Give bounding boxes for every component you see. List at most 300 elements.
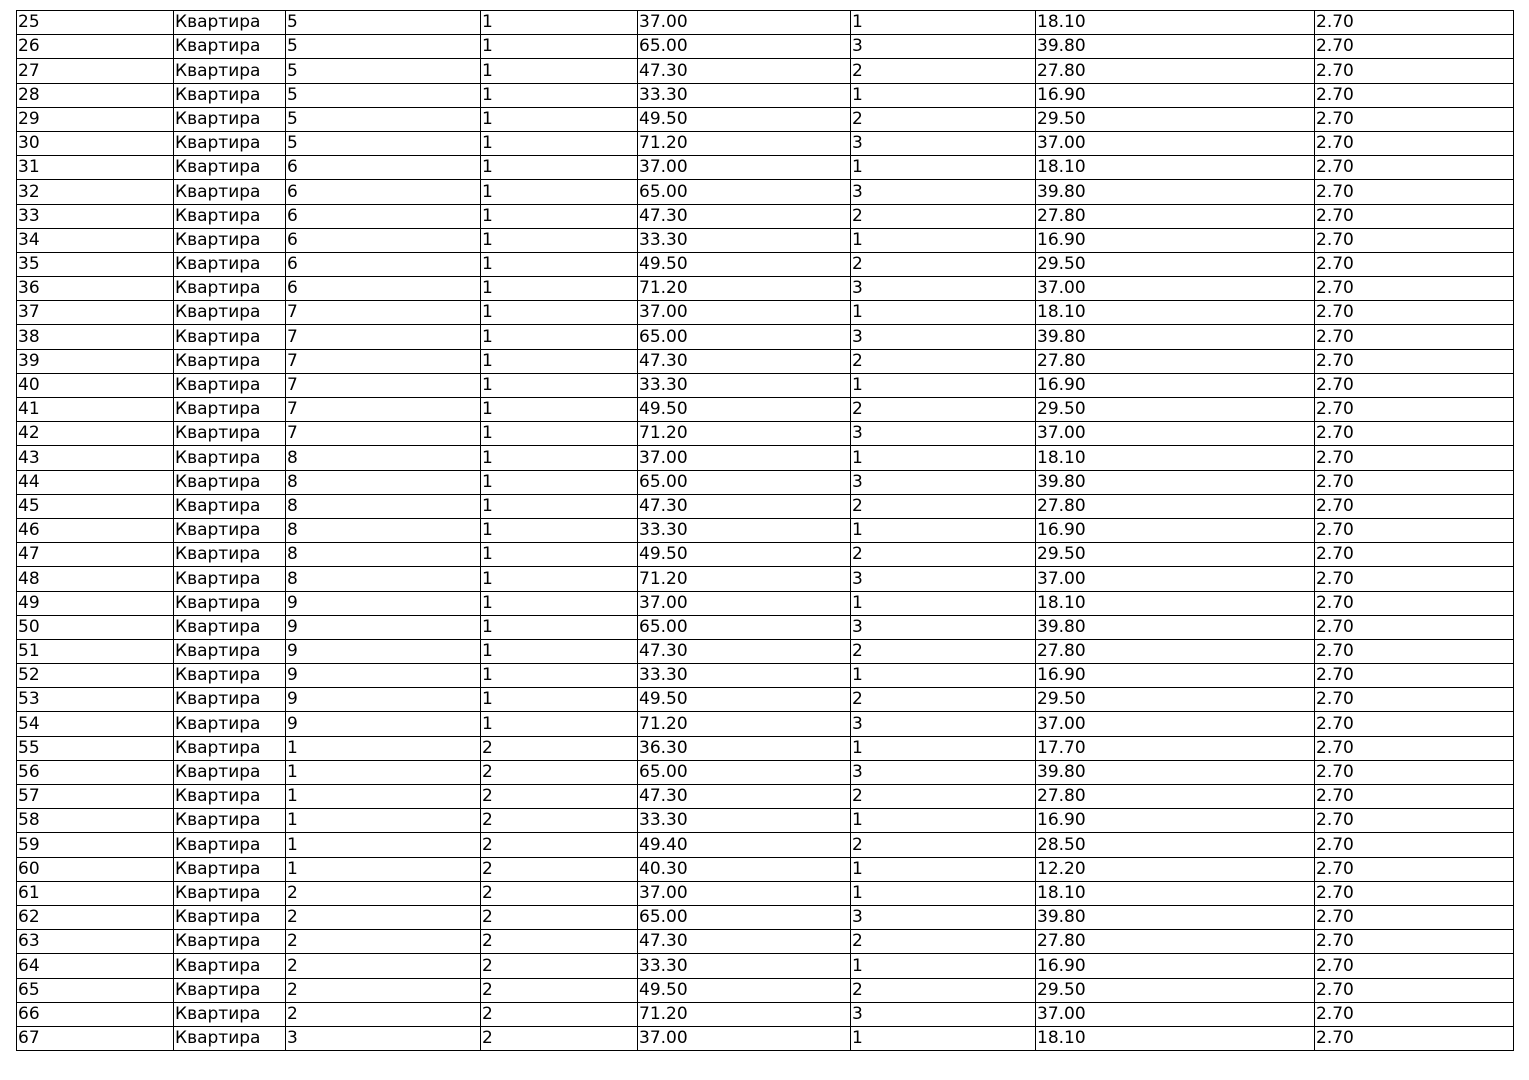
living-area-cell: 29.50 bbox=[1036, 252, 1315, 276]
area-cell: 47.30 bbox=[638, 639, 851, 663]
entrance-cell: 2 bbox=[286, 978, 481, 1002]
table-row bbox=[17, 422, 1514, 446]
height-cell: 2.70 bbox=[1315, 470, 1514, 494]
entrance-cell: 9 bbox=[286, 591, 481, 615]
height-cell: 2.70 bbox=[1315, 591, 1514, 615]
table-row bbox=[17, 978, 1514, 1002]
table-row bbox=[17, 1026, 1514, 1050]
entrance-cell: 7 bbox=[286, 373, 481, 397]
rooms-cell: 2 bbox=[851, 494, 1036, 518]
height-cell: 2.70 bbox=[1315, 664, 1514, 688]
number-cell: 47 bbox=[17, 543, 174, 567]
living-area-cell: 29.50 bbox=[1036, 543, 1315, 567]
entrance-cell: 1 bbox=[286, 760, 481, 784]
floor-cell: 1 bbox=[481, 639, 638, 663]
floor-cell: 2 bbox=[481, 954, 638, 978]
table-row bbox=[17, 664, 1514, 688]
table-row bbox=[17, 905, 1514, 929]
type-cell: Квартира bbox=[174, 398, 286, 422]
type-cell: Квартира bbox=[174, 1026, 286, 1050]
height-cell: 2.70 bbox=[1315, 688, 1514, 712]
floor-cell: 2 bbox=[481, 930, 638, 954]
area-cell: 65.00 bbox=[638, 615, 851, 639]
entrance-cell: 8 bbox=[286, 446, 481, 470]
area-cell: 49.50 bbox=[638, 978, 851, 1002]
living-area-cell: 16.90 bbox=[1036, 83, 1315, 107]
area-cell: 40.30 bbox=[638, 857, 851, 881]
table-row bbox=[17, 1002, 1514, 1026]
rooms-cell: 1 bbox=[851, 809, 1036, 833]
rooms-cell: 2 bbox=[851, 398, 1036, 422]
type-cell: Квартира bbox=[174, 325, 286, 349]
floor-cell: 2 bbox=[481, 833, 638, 857]
rooms-cell: 1 bbox=[851, 954, 1036, 978]
rooms-cell: 3 bbox=[851, 470, 1036, 494]
number-cell: 62 bbox=[17, 905, 174, 929]
floor-cell: 1 bbox=[481, 494, 638, 518]
area-cell: 49.50 bbox=[638, 107, 851, 131]
floor-cell: 1 bbox=[481, 446, 638, 470]
number-cell: 64 bbox=[17, 954, 174, 978]
entrance-cell: 2 bbox=[286, 954, 481, 978]
area-cell: 33.30 bbox=[638, 664, 851, 688]
living-area-cell: 39.80 bbox=[1036, 180, 1315, 204]
entrance-cell: 8 bbox=[286, 470, 481, 494]
rooms-cell: 2 bbox=[851, 59, 1036, 83]
height-cell: 2.70 bbox=[1315, 325, 1514, 349]
area-cell: 47.30 bbox=[638, 494, 851, 518]
rooms-cell: 1 bbox=[851, 881, 1036, 905]
table-row bbox=[17, 107, 1514, 131]
area-cell: 37.00 bbox=[638, 881, 851, 905]
number-cell: 42 bbox=[17, 422, 174, 446]
living-area-cell: 39.80 bbox=[1036, 760, 1315, 784]
height-cell: 2.70 bbox=[1315, 712, 1514, 736]
number-cell: 31 bbox=[17, 156, 174, 180]
number-cell: 51 bbox=[17, 639, 174, 663]
number-cell: 50 bbox=[17, 615, 174, 639]
area-cell: 47.30 bbox=[638, 349, 851, 373]
entrance-cell: 8 bbox=[286, 518, 481, 542]
table-row bbox=[17, 543, 1514, 567]
rooms-cell: 3 bbox=[851, 325, 1036, 349]
height-cell: 2.70 bbox=[1315, 978, 1514, 1002]
living-area-cell: 29.50 bbox=[1036, 978, 1315, 1002]
floor-cell: 1 bbox=[481, 591, 638, 615]
living-area-cell: 39.80 bbox=[1036, 35, 1315, 59]
table-row bbox=[17, 35, 1514, 59]
type-cell: Квартира bbox=[174, 59, 286, 83]
height-cell: 2.70 bbox=[1315, 373, 1514, 397]
height-cell: 2.70 bbox=[1315, 446, 1514, 470]
table-row bbox=[17, 518, 1514, 542]
rooms-cell: 3 bbox=[851, 277, 1036, 301]
number-cell: 58 bbox=[17, 809, 174, 833]
rooms-cell: 3 bbox=[851, 615, 1036, 639]
rooms-cell: 2 bbox=[851, 785, 1036, 809]
table-row bbox=[17, 615, 1514, 639]
living-area-cell: 18.10 bbox=[1036, 1026, 1315, 1050]
entrance-cell: 5 bbox=[286, 11, 481, 35]
height-cell: 2.70 bbox=[1315, 518, 1514, 542]
number-cell: 55 bbox=[17, 736, 174, 760]
number-cell: 61 bbox=[17, 881, 174, 905]
type-cell: Квартира bbox=[174, 228, 286, 252]
floor-cell: 1 bbox=[481, 59, 638, 83]
floor-cell: 1 bbox=[481, 204, 638, 228]
height-cell: 2.70 bbox=[1315, 301, 1514, 325]
type-cell: Квартира bbox=[174, 930, 286, 954]
living-area-cell: 37.00 bbox=[1036, 1002, 1315, 1026]
rooms-cell: 3 bbox=[851, 1002, 1036, 1026]
living-area-cell: 16.90 bbox=[1036, 373, 1315, 397]
area-cell: 71.20 bbox=[638, 277, 851, 301]
rooms-cell: 3 bbox=[851, 422, 1036, 446]
entrance-cell: 6 bbox=[286, 277, 481, 301]
type-cell: Квартира bbox=[174, 373, 286, 397]
floor-cell: 1 bbox=[481, 228, 638, 252]
area-cell: 65.00 bbox=[638, 35, 851, 59]
living-area-cell: 37.00 bbox=[1036, 131, 1315, 155]
height-cell: 2.70 bbox=[1315, 615, 1514, 639]
living-area-cell: 18.10 bbox=[1036, 11, 1315, 35]
rooms-cell: 2 bbox=[851, 688, 1036, 712]
table-row bbox=[17, 204, 1514, 228]
table-row bbox=[17, 930, 1514, 954]
height-cell: 2.70 bbox=[1315, 639, 1514, 663]
number-cell: 32 bbox=[17, 180, 174, 204]
number-cell: 43 bbox=[17, 446, 174, 470]
floor-cell: 1 bbox=[481, 543, 638, 567]
floor-cell: 2 bbox=[481, 1026, 638, 1050]
floor-cell: 1 bbox=[481, 664, 638, 688]
area-cell: 71.20 bbox=[638, 1002, 851, 1026]
type-cell: Квартира bbox=[174, 11, 286, 35]
number-cell: 36 bbox=[17, 277, 174, 301]
living-area-cell: 39.80 bbox=[1036, 325, 1315, 349]
entrance-cell: 1 bbox=[286, 857, 481, 881]
number-cell: 67 bbox=[17, 1026, 174, 1050]
number-cell: 46 bbox=[17, 518, 174, 542]
number-cell: 66 bbox=[17, 1002, 174, 1026]
type-cell: Квартира bbox=[174, 881, 286, 905]
number-cell: 29 bbox=[17, 107, 174, 131]
type-cell: Квартира bbox=[174, 1002, 286, 1026]
floor-cell: 1 bbox=[481, 688, 638, 712]
entrance-cell: 3 bbox=[286, 1026, 481, 1050]
height-cell: 2.70 bbox=[1315, 204, 1514, 228]
area-cell: 49.50 bbox=[638, 543, 851, 567]
living-area-cell: 39.80 bbox=[1036, 470, 1315, 494]
rooms-cell: 2 bbox=[851, 543, 1036, 567]
number-cell: 28 bbox=[17, 83, 174, 107]
area-cell: 33.30 bbox=[638, 83, 851, 107]
height-cell: 2.70 bbox=[1315, 35, 1514, 59]
number-cell: 49 bbox=[17, 591, 174, 615]
number-cell: 60 bbox=[17, 857, 174, 881]
floor-cell: 1 bbox=[481, 422, 638, 446]
number-cell: 65 bbox=[17, 978, 174, 1002]
rooms-cell: 2 bbox=[851, 252, 1036, 276]
number-cell: 53 bbox=[17, 688, 174, 712]
table-body bbox=[17, 11, 1514, 1051]
type-cell: Квартира bbox=[174, 180, 286, 204]
floor-cell: 1 bbox=[481, 11, 638, 35]
table-row bbox=[17, 446, 1514, 470]
rooms-cell: 3 bbox=[851, 712, 1036, 736]
table-row bbox=[17, 398, 1514, 422]
entrance-cell: 8 bbox=[286, 543, 481, 567]
entrance-cell: 5 bbox=[286, 59, 481, 83]
type-cell: Квартира bbox=[174, 591, 286, 615]
height-cell: 2.70 bbox=[1315, 59, 1514, 83]
rooms-cell: 3 bbox=[851, 567, 1036, 591]
area-cell: 37.00 bbox=[638, 11, 851, 35]
type-cell: Квартира bbox=[174, 83, 286, 107]
table-row bbox=[17, 59, 1514, 83]
type-cell: Квартира bbox=[174, 688, 286, 712]
living-area-cell: 16.90 bbox=[1036, 954, 1315, 978]
rooms-cell: 2 bbox=[851, 349, 1036, 373]
area-cell: 65.00 bbox=[638, 470, 851, 494]
type-cell: Квартира bbox=[174, 131, 286, 155]
living-area-cell: 27.80 bbox=[1036, 785, 1315, 809]
area-cell: 33.30 bbox=[638, 809, 851, 833]
entrance-cell: 5 bbox=[286, 83, 481, 107]
area-cell: 71.20 bbox=[638, 712, 851, 736]
floor-cell: 1 bbox=[481, 180, 638, 204]
floor-cell: 1 bbox=[481, 277, 638, 301]
number-cell: 35 bbox=[17, 252, 174, 276]
living-area-cell: 16.90 bbox=[1036, 664, 1315, 688]
type-cell: Квартира bbox=[174, 978, 286, 1002]
height-cell: 2.70 bbox=[1315, 905, 1514, 929]
table-row bbox=[17, 591, 1514, 615]
living-area-cell: 27.80 bbox=[1036, 930, 1315, 954]
floor-cell: 1 bbox=[481, 252, 638, 276]
type-cell: Квартира bbox=[174, 204, 286, 228]
table-row bbox=[17, 688, 1514, 712]
floor-cell: 1 bbox=[481, 470, 638, 494]
height-cell: 2.70 bbox=[1315, 494, 1514, 518]
area-cell: 71.20 bbox=[638, 422, 851, 446]
rooms-cell: 1 bbox=[851, 11, 1036, 35]
area-cell: 65.00 bbox=[638, 180, 851, 204]
rooms-cell: 1 bbox=[851, 301, 1036, 325]
type-cell: Квартира bbox=[174, 107, 286, 131]
rooms-cell: 1 bbox=[851, 591, 1036, 615]
table-row bbox=[17, 809, 1514, 833]
table-row bbox=[17, 712, 1514, 736]
area-cell: 33.30 bbox=[638, 954, 851, 978]
table-row bbox=[17, 349, 1514, 373]
floor-cell: 2 bbox=[481, 1002, 638, 1026]
area-cell: 71.20 bbox=[638, 131, 851, 155]
table-row bbox=[17, 228, 1514, 252]
type-cell: Квартира bbox=[174, 785, 286, 809]
area-cell: 37.00 bbox=[638, 301, 851, 325]
number-cell: 63 bbox=[17, 930, 174, 954]
entrance-cell: 6 bbox=[286, 156, 481, 180]
rooms-cell: 2 bbox=[851, 930, 1036, 954]
living-area-cell: 29.50 bbox=[1036, 398, 1315, 422]
type-cell: Квартира bbox=[174, 470, 286, 494]
type-cell: Квартира bbox=[174, 446, 286, 470]
living-area-cell: 29.50 bbox=[1036, 688, 1315, 712]
number-cell: 33 bbox=[17, 204, 174, 228]
height-cell: 2.70 bbox=[1315, 809, 1514, 833]
height-cell: 2.70 bbox=[1315, 422, 1514, 446]
living-area-cell: 12.20 bbox=[1036, 857, 1315, 881]
number-cell: 56 bbox=[17, 760, 174, 784]
height-cell: 2.70 bbox=[1315, 785, 1514, 809]
table-row bbox=[17, 470, 1514, 494]
height-cell: 2.70 bbox=[1315, 881, 1514, 905]
entrance-cell: 5 bbox=[286, 107, 481, 131]
entrance-cell: 9 bbox=[286, 639, 481, 663]
number-cell: 44 bbox=[17, 470, 174, 494]
floor-cell: 1 bbox=[481, 349, 638, 373]
entrance-cell: 6 bbox=[286, 180, 481, 204]
living-area-cell: 27.80 bbox=[1036, 639, 1315, 663]
living-area-cell: 16.90 bbox=[1036, 228, 1315, 252]
rooms-cell: 3 bbox=[851, 760, 1036, 784]
number-cell: 40 bbox=[17, 373, 174, 397]
floor-cell: 1 bbox=[481, 712, 638, 736]
entrance-cell: 7 bbox=[286, 301, 481, 325]
type-cell: Квартира bbox=[174, 905, 286, 929]
number-cell: 54 bbox=[17, 712, 174, 736]
table-row bbox=[17, 252, 1514, 276]
floor-cell: 2 bbox=[481, 978, 638, 1002]
table-row bbox=[17, 567, 1514, 591]
living-area-cell: 18.10 bbox=[1036, 301, 1315, 325]
number-cell: 57 bbox=[17, 785, 174, 809]
type-cell: Квартира bbox=[174, 954, 286, 978]
entrance-cell: 8 bbox=[286, 494, 481, 518]
table-row bbox=[17, 83, 1514, 107]
number-cell: 45 bbox=[17, 494, 174, 518]
entrance-cell: 1 bbox=[286, 785, 481, 809]
floor-cell: 1 bbox=[481, 567, 638, 591]
entrance-cell: 2 bbox=[286, 1002, 481, 1026]
table-row bbox=[17, 11, 1514, 35]
table-row bbox=[17, 156, 1514, 180]
number-cell: 37 bbox=[17, 301, 174, 325]
height-cell: 2.70 bbox=[1315, 736, 1514, 760]
area-cell: 47.30 bbox=[638, 204, 851, 228]
height-cell: 2.70 bbox=[1315, 180, 1514, 204]
table-row bbox=[17, 881, 1514, 905]
table-row bbox=[17, 180, 1514, 204]
number-cell: 30 bbox=[17, 131, 174, 155]
entrance-cell: 2 bbox=[286, 930, 481, 954]
table-row bbox=[17, 494, 1514, 518]
type-cell: Квартира bbox=[174, 615, 286, 639]
living-area-cell: 18.10 bbox=[1036, 446, 1315, 470]
rooms-cell: 1 bbox=[851, 373, 1036, 397]
floor-cell: 2 bbox=[481, 881, 638, 905]
living-area-cell: 18.10 bbox=[1036, 156, 1315, 180]
living-area-cell: 16.90 bbox=[1036, 518, 1315, 542]
living-area-cell: 27.80 bbox=[1036, 59, 1315, 83]
height-cell: 2.70 bbox=[1315, 857, 1514, 881]
area-cell: 33.30 bbox=[638, 373, 851, 397]
height-cell: 2.70 bbox=[1315, 543, 1514, 567]
living-area-cell: 16.90 bbox=[1036, 809, 1315, 833]
living-area-cell: 37.00 bbox=[1036, 277, 1315, 301]
type-cell: Квартира bbox=[174, 712, 286, 736]
entrance-cell: 1 bbox=[286, 809, 481, 833]
type-cell: Квартира bbox=[174, 809, 286, 833]
living-area-cell: 39.80 bbox=[1036, 905, 1315, 929]
area-cell: 71.20 bbox=[638, 567, 851, 591]
type-cell: Квартира bbox=[174, 277, 286, 301]
rooms-cell: 1 bbox=[851, 736, 1036, 760]
living-area-cell: 18.10 bbox=[1036, 881, 1315, 905]
floor-cell: 1 bbox=[481, 398, 638, 422]
living-area-cell: 29.50 bbox=[1036, 107, 1315, 131]
area-cell: 49.40 bbox=[638, 833, 851, 857]
living-area-cell: 39.80 bbox=[1036, 615, 1315, 639]
table-row bbox=[17, 760, 1514, 784]
height-cell: 2.70 bbox=[1315, 833, 1514, 857]
table-row bbox=[17, 785, 1514, 809]
living-area-cell: 18.10 bbox=[1036, 591, 1315, 615]
type-cell: Квартира bbox=[174, 301, 286, 325]
rooms-cell: 1 bbox=[851, 156, 1036, 180]
height-cell: 2.70 bbox=[1315, 83, 1514, 107]
area-cell: 47.30 bbox=[638, 930, 851, 954]
entrance-cell: 6 bbox=[286, 252, 481, 276]
type-cell: Квартира bbox=[174, 494, 286, 518]
floor-cell: 1 bbox=[481, 518, 638, 542]
table-row bbox=[17, 131, 1514, 155]
height-cell: 2.70 bbox=[1315, 349, 1514, 373]
type-cell: Квартира bbox=[174, 736, 286, 760]
rooms-cell: 1 bbox=[851, 1026, 1036, 1050]
height-cell: 2.70 bbox=[1315, 156, 1514, 180]
number-cell: 48 bbox=[17, 567, 174, 591]
type-cell: Квартира bbox=[174, 664, 286, 688]
floor-cell: 1 bbox=[481, 83, 638, 107]
height-cell: 2.70 bbox=[1315, 398, 1514, 422]
number-cell: 41 bbox=[17, 398, 174, 422]
floor-cell: 1 bbox=[481, 301, 638, 325]
type-cell: Квартира bbox=[174, 760, 286, 784]
number-cell: 26 bbox=[17, 35, 174, 59]
height-cell: 2.70 bbox=[1315, 228, 1514, 252]
table-row bbox=[17, 833, 1514, 857]
area-cell: 36.30 bbox=[638, 736, 851, 760]
rooms-cell: 1 bbox=[851, 83, 1036, 107]
area-cell: 37.00 bbox=[638, 156, 851, 180]
type-cell: Квартира bbox=[174, 543, 286, 567]
type-cell: Квартира bbox=[174, 252, 286, 276]
rooms-cell: 2 bbox=[851, 639, 1036, 663]
number-cell: 25 bbox=[17, 11, 174, 35]
type-cell: Квартира bbox=[174, 567, 286, 591]
entrance-cell: 2 bbox=[286, 881, 481, 905]
entrance-cell: 9 bbox=[286, 664, 481, 688]
rooms-cell: 2 bbox=[851, 978, 1036, 1002]
floor-cell: 1 bbox=[481, 156, 638, 180]
living-area-cell: 27.80 bbox=[1036, 204, 1315, 228]
rooms-cell: 3 bbox=[851, 35, 1036, 59]
number-cell: 27 bbox=[17, 59, 174, 83]
entrance-cell: 7 bbox=[286, 325, 481, 349]
number-cell: 39 bbox=[17, 349, 174, 373]
